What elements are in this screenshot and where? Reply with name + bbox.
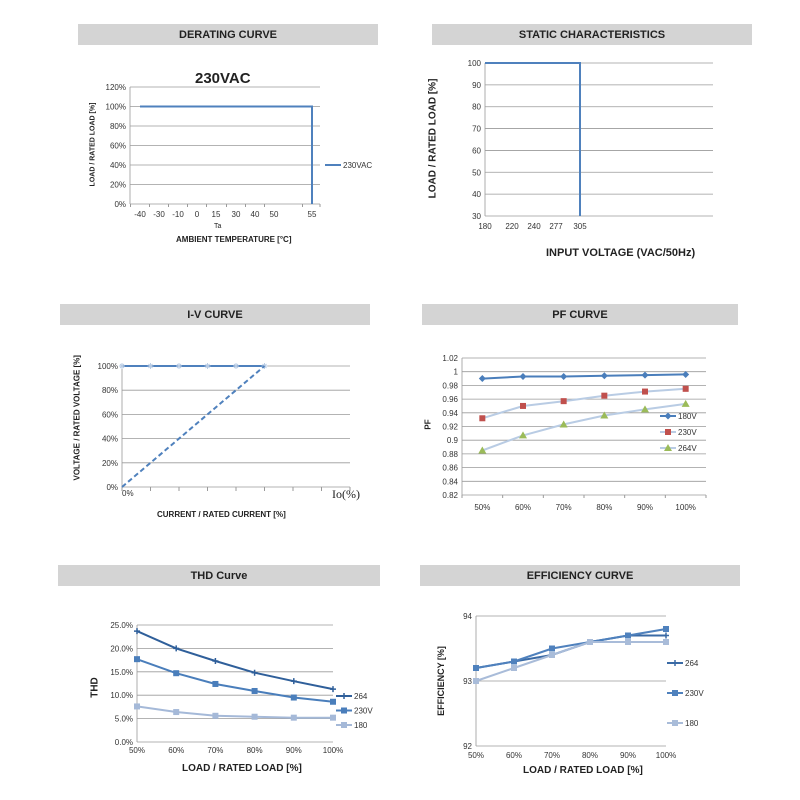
data-point-264 — [291, 678, 297, 684]
data-point-230V — [511, 659, 517, 665]
y-tick-label: 0.84 — [442, 477, 458, 487]
section-header-static: STATIC CHARACTERISTICS — [432, 24, 752, 45]
x-tick-label: 15 — [211, 210, 221, 219]
x-tick-label: 90% — [619, 751, 637, 760]
data-point-230V — [683, 386, 689, 392]
y-tick-label: 0.0% — [114, 738, 133, 747]
y-tick-label: 0.96 — [442, 395, 458, 405]
y-tick-label: 80% — [101, 386, 118, 396]
derating-xsublabel: Ta — [214, 223, 222, 230]
y-tick-label: 10.0% — [110, 691, 133, 701]
y-tick-label: 80 — [472, 102, 481, 112]
y-tick-label: 25.0% — [110, 621, 133, 630]
y-tick-label: 90 — [472, 80, 481, 90]
data-point-180 — [473, 678, 479, 684]
x-tick-label: 80% — [596, 503, 613, 512]
y-tick-label: 0.94 — [442, 408, 458, 418]
data-point-180 — [173, 709, 179, 715]
y-tick-label: 20% — [109, 180, 126, 190]
x-tick-label: 70% — [543, 751, 561, 760]
data-point-264 — [134, 628, 140, 634]
data-point-180 — [549, 652, 555, 658]
iv-ylabel: VOLTAGE / RATED VOLTAGE [%] — [72, 355, 82, 481]
y-tick-label: 40% — [101, 434, 118, 444]
x-tick-label: 70% — [555, 503, 572, 512]
x-tick-label: 50 — [269, 210, 279, 219]
y-tick-label: 30 — [472, 212, 481, 221]
data-point-230V — [625, 633, 631, 639]
data-point-180 — [625, 639, 631, 645]
x-tick-label: 100% — [675, 503, 696, 512]
y-tick-label: 94 — [463, 612, 472, 621]
data-point-230V — [134, 656, 140, 662]
data-point-180V — [520, 373, 527, 380]
legend-label: 230V — [685, 689, 704, 698]
data-point-230V — [473, 665, 479, 671]
y-tick-label: 0.92 — [442, 422, 458, 432]
x-tick-label: 50% — [128, 746, 146, 755]
x-tick-label: 60% — [505, 751, 523, 760]
y-tick-label: 0.98 — [442, 381, 458, 391]
y-tick-label: 40 — [472, 190, 481, 200]
data-point-264 — [330, 686, 336, 692]
series-line-0 — [485, 63, 580, 216]
legend-label: 230VAC — [343, 161, 373, 170]
series-line-1 — [122, 366, 265, 487]
x-tick-label: 180 — [478, 222, 492, 231]
data-point-0 — [233, 363, 239, 369]
data-point-180 — [587, 639, 593, 645]
x-tick-label: 30 — [231, 210, 241, 219]
data-point-180 — [212, 713, 218, 719]
x-tick-label: 70% — [207, 746, 224, 755]
data-point-180 — [663, 639, 669, 645]
data-point-230V — [663, 626, 669, 632]
y-tick-label: 40% — [109, 161, 126, 170]
data-point-230V — [291, 695, 297, 701]
section-header-iv: I-V CURVE — [60, 304, 370, 325]
y-tick-label: 1 — [453, 367, 458, 377]
thd-xlabel: LOAD / RATED LOAD [%] — [182, 763, 302, 774]
legend-label: 230V — [678, 428, 697, 437]
data-point-230V — [520, 403, 526, 409]
section-header-efficiency: EFFICIENCY CURVE — [420, 565, 740, 586]
x-tick-label: 277 — [549, 222, 563, 231]
y-tick-label: 100% — [105, 102, 126, 112]
iv-xunit-label: Io(%) — [332, 487, 360, 501]
y-tick-label: 15.0% — [110, 667, 133, 677]
x-tick-label: 100% — [655, 751, 677, 760]
legend-marker — [672, 660, 678, 666]
derating-xlabel: AMBIENT TEMPERATURE [°C] — [176, 235, 292, 244]
legend-label: 264 — [685, 659, 699, 668]
y-tick-label: 20% — [101, 458, 118, 468]
legend-label: 180 — [685, 719, 699, 728]
x-tick-label: 80% — [246, 746, 263, 755]
data-point-230V — [173, 670, 179, 676]
y-tick-label: 100 — [467, 59, 481, 68]
y-tick-label: 120% — [105, 83, 126, 92]
data-point-180 — [252, 714, 258, 720]
data-point-230V — [330, 699, 336, 705]
derating-title: 230VAC — [195, 70, 251, 87]
x-tick-label: 90% — [636, 503, 654, 512]
legend-marker — [672, 720, 678, 726]
legend-marker — [665, 413, 672, 420]
series-line-230VAC — [140, 107, 312, 205]
data-point-264 — [212, 658, 218, 664]
y-tick-label: 50 — [472, 168, 481, 178]
y-tick-label: 70 — [472, 124, 481, 134]
series-line-180 — [476, 642, 666, 681]
data-point-0 — [119, 363, 125, 369]
x-tick-label: 80% — [581, 751, 599, 760]
series-line-264V — [482, 404, 685, 451]
y-tick-label: 20.0% — [110, 644, 133, 654]
x-tick-label: 305 — [573, 222, 587, 231]
y-tick-label: 60 — [472, 146, 481, 156]
legend-label: 264 — [354, 692, 368, 701]
data-point-264 — [663, 633, 669, 639]
y-tick-label: 0% — [106, 483, 118, 492]
series-line-180 — [137, 706, 333, 717]
y-tick-label: 93 — [463, 677, 472, 686]
x-tick-label: 0% — [122, 489, 134, 498]
data-point-180V — [560, 373, 567, 380]
x-tick-label: -40 — [134, 210, 146, 219]
y-tick-label: 92 — [463, 742, 472, 751]
x-tick-label: 240 — [527, 222, 541, 231]
data-point-180 — [511, 665, 517, 671]
data-point-180 — [134, 703, 140, 709]
data-point-230V — [561, 398, 567, 404]
section-header-thd: THD Curve — [58, 565, 380, 586]
data-point-0 — [205, 363, 211, 369]
data-point-0 — [176, 363, 182, 369]
pf-ylabel: PF — [423, 419, 433, 430]
data-point-180V — [642, 372, 649, 379]
section-header-pf: PF CURVE — [422, 304, 738, 325]
data-point-230V — [479, 415, 485, 421]
x-tick-label: 90% — [285, 746, 302, 755]
legend-label: 264V — [678, 444, 697, 453]
x-tick-label: 55 — [307, 210, 317, 219]
legend-marker — [341, 708, 347, 714]
series-line-230V — [482, 389, 685, 419]
x-tick-label: 50% — [467, 751, 485, 760]
iv-xlabel: CURRENT / RATED CURRENT [%] — [157, 510, 286, 519]
data-point-230V — [642, 389, 648, 395]
data-point-264 — [252, 670, 258, 676]
thd-ylabel: THD — [89, 677, 101, 698]
data-point-180 — [291, 715, 297, 721]
data-point-230V — [601, 393, 607, 399]
legend-label: 230V — [354, 706, 373, 716]
legend-marker — [341, 722, 347, 728]
legend-label: 180V — [678, 412, 697, 421]
y-tick-label: 0.82 — [442, 491, 458, 500]
x-tick-label: 50% — [474, 503, 491, 512]
efficiency-ylabel: EFFICIENCY [%] — [436, 646, 446, 716]
data-point-230V — [252, 688, 258, 694]
x-tick-label: -10 — [172, 210, 184, 219]
y-tick-label: 0.88 — [442, 449, 458, 459]
legend-marker — [672, 690, 678, 696]
y-tick-label: 80% — [109, 122, 126, 131]
x-tick-label: 100% — [322, 746, 344, 755]
data-point-180V — [601, 372, 608, 379]
y-tick-label: 0% — [114, 200, 126, 209]
data-point-0 — [148, 363, 154, 369]
derating-ylabel: LOAD / RATED LOAD [%] — [89, 102, 97, 187]
static-ylabel: LOAD / RATED LOAD [%] — [427, 78, 439, 199]
data-point-230V — [212, 681, 218, 687]
x-tick-label: 220 — [505, 222, 519, 231]
y-tick-label: 100% — [97, 362, 118, 371]
data-point-264 — [173, 645, 179, 651]
x-tick-label: 40 — [250, 210, 260, 219]
legend-label: 180 — [354, 721, 368, 730]
x-tick-label: 0 — [194, 210, 200, 219]
x-tick-label: 60% — [168, 746, 185, 755]
y-tick-label: 1.02 — [442, 354, 458, 363]
static-xlabel: INPUT VOLTAGE (VAC/50Hz) — [546, 247, 696, 259]
legend-marker — [341, 693, 347, 699]
series-line-264 — [137, 631, 333, 689]
series-line-180V — [482, 374, 685, 378]
x-tick-label: 60% — [514, 503, 532, 512]
y-tick-label: 60% — [101, 410, 118, 420]
y-tick-label: 5.0% — [114, 714, 133, 724]
data-point-180 — [330, 715, 336, 721]
x-tick-label: -30 — [153, 210, 165, 219]
section-header-derating: DERATING CURVE — [78, 24, 378, 45]
legend-marker — [665, 429, 671, 435]
data-point-230V — [549, 646, 555, 652]
y-tick-label: 0.86 — [442, 463, 458, 473]
efficiency-xlabel: LOAD / RATED LOAD [%] — [523, 765, 643, 776]
y-tick-label: 0.9 — [446, 436, 458, 446]
y-tick-label: 60% — [109, 141, 126, 151]
data-point-180V — [479, 375, 486, 382]
